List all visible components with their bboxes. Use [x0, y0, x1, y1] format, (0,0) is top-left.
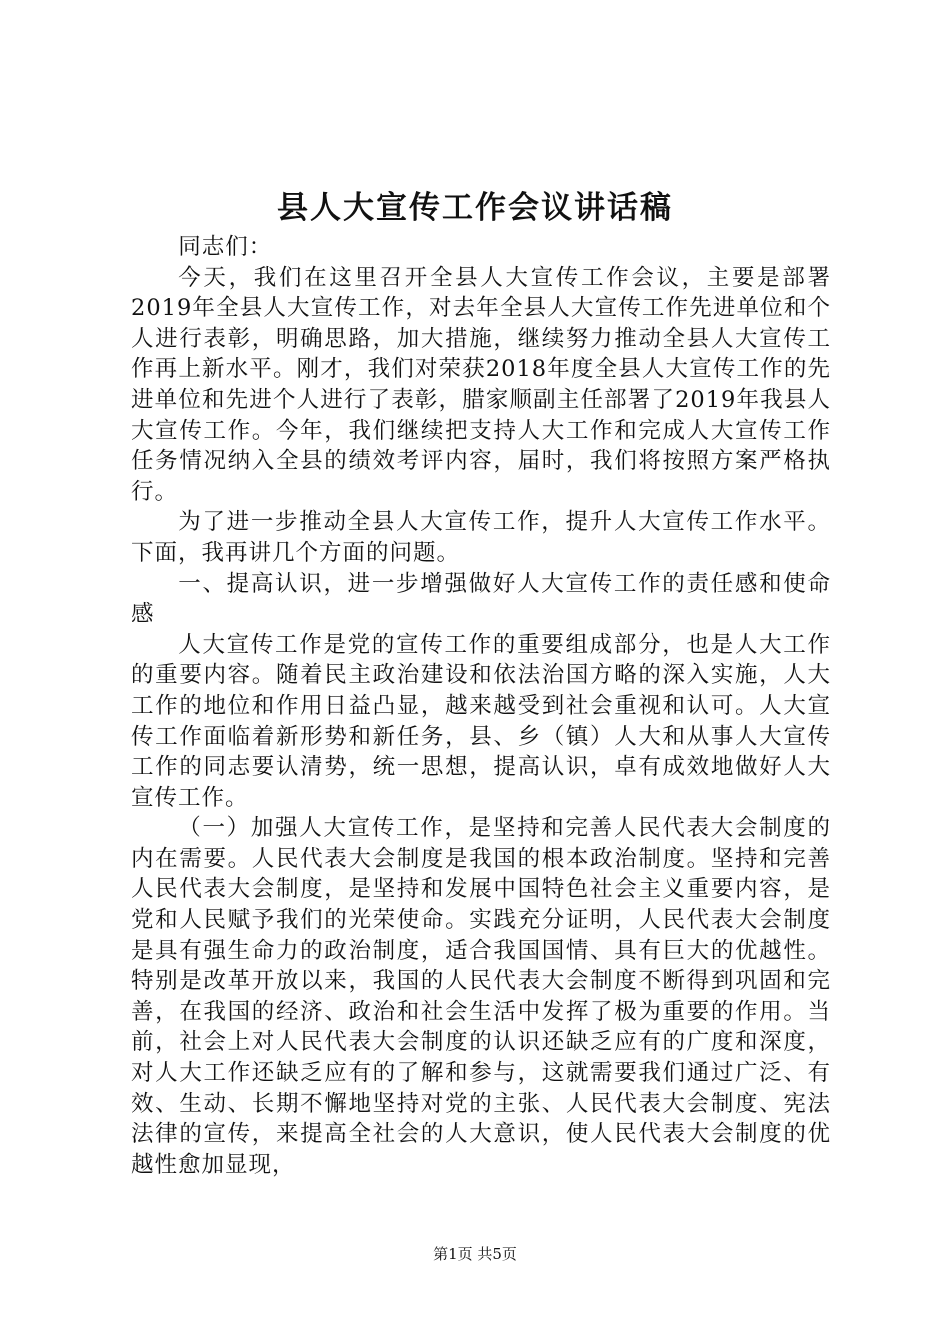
body-paragraph: 为了进一步推动全县人大宣传工作，提升人大宣传工作水平。下面，我再讲几个方面的问题。: [131, 509, 831, 566]
page-footer: 第1页 共5页: [433, 1245, 517, 1263]
section-heading: 一、提高认识，进一步增强做好人大宣传工作的责任感和使命感: [131, 570, 831, 628]
body-paragraph: （一）加强人大宣传工作，是坚持和完善人民代表大会制度的内在需要。人民代表大会制度是我国的根本政治制度。坚持和完善人民代表大会制度，是坚持和发展中国特色社会主义重要内容，是党和人民赋予我们的光荣使命。实践充分证明，人民代表大会制度是具有强生命力的政治制度，适合我国国情、具有巨大的优越性。特别是改革开放以来，我国的人民代表大会制度不断得到巩固和完善，在我国的经济、政治和社会生活中发挥了极为重要的作用。当前，社会上对人民代表大会制度的认识还缺乏应有的广度和深度，对人大工作还缺乏应有的了解和参与，这就需要我们通过广泛、有效、生动、长期不懈地坚持对党的主张、人民代表大会制度、宪法法律的宣传，来提高全社会的人大意识，使人民代表大会制度的优越性愈加显现，: [131, 815, 831, 1178]
salutation-paragraph: 同志们：: [178, 234, 273, 260]
document-title: 县人大宣传工作会议讲话稿: [277, 190, 673, 226]
document-body: [131, 232, 831, 1180]
body-paragraph: 今天，我们在这里召开全县人大宣传工作会议，主要是部署2019年全县人大宣传工作，对去年全县人大宣传工作先进单位和个人进行表彰，明确思路，加大措施，继续努力推动全县人大宣传工作再上新水平。刚才，我们对荣获2018年度全县人大宣传工作的先进单位和先进个人进行了表彰，腊家顺副主任部署了2019年我县人大宣传工作。今年，我们继续把支持人大工作和完成人大宣传工作任务情况纳入全县的绩效考评内容，届时，我们将按照方案严格执行。: [131, 264, 831, 505]
body-paragraph: 人大宣传工作是党的宣传工作的重要组成部分，也是人大工作的重要内容。随着民主政治建设和依法治国方略的深入实施，人大工作的地位和作用日益凸显，越来越受到社会重视和认可。人大宣传工作面临着新形势和新任务，县、乡（镇）人大和从事人大宣传工作的同志要认清势，统一思想，提高认识，卓有成效地做好人大宣传工作。: [131, 631, 831, 811]
